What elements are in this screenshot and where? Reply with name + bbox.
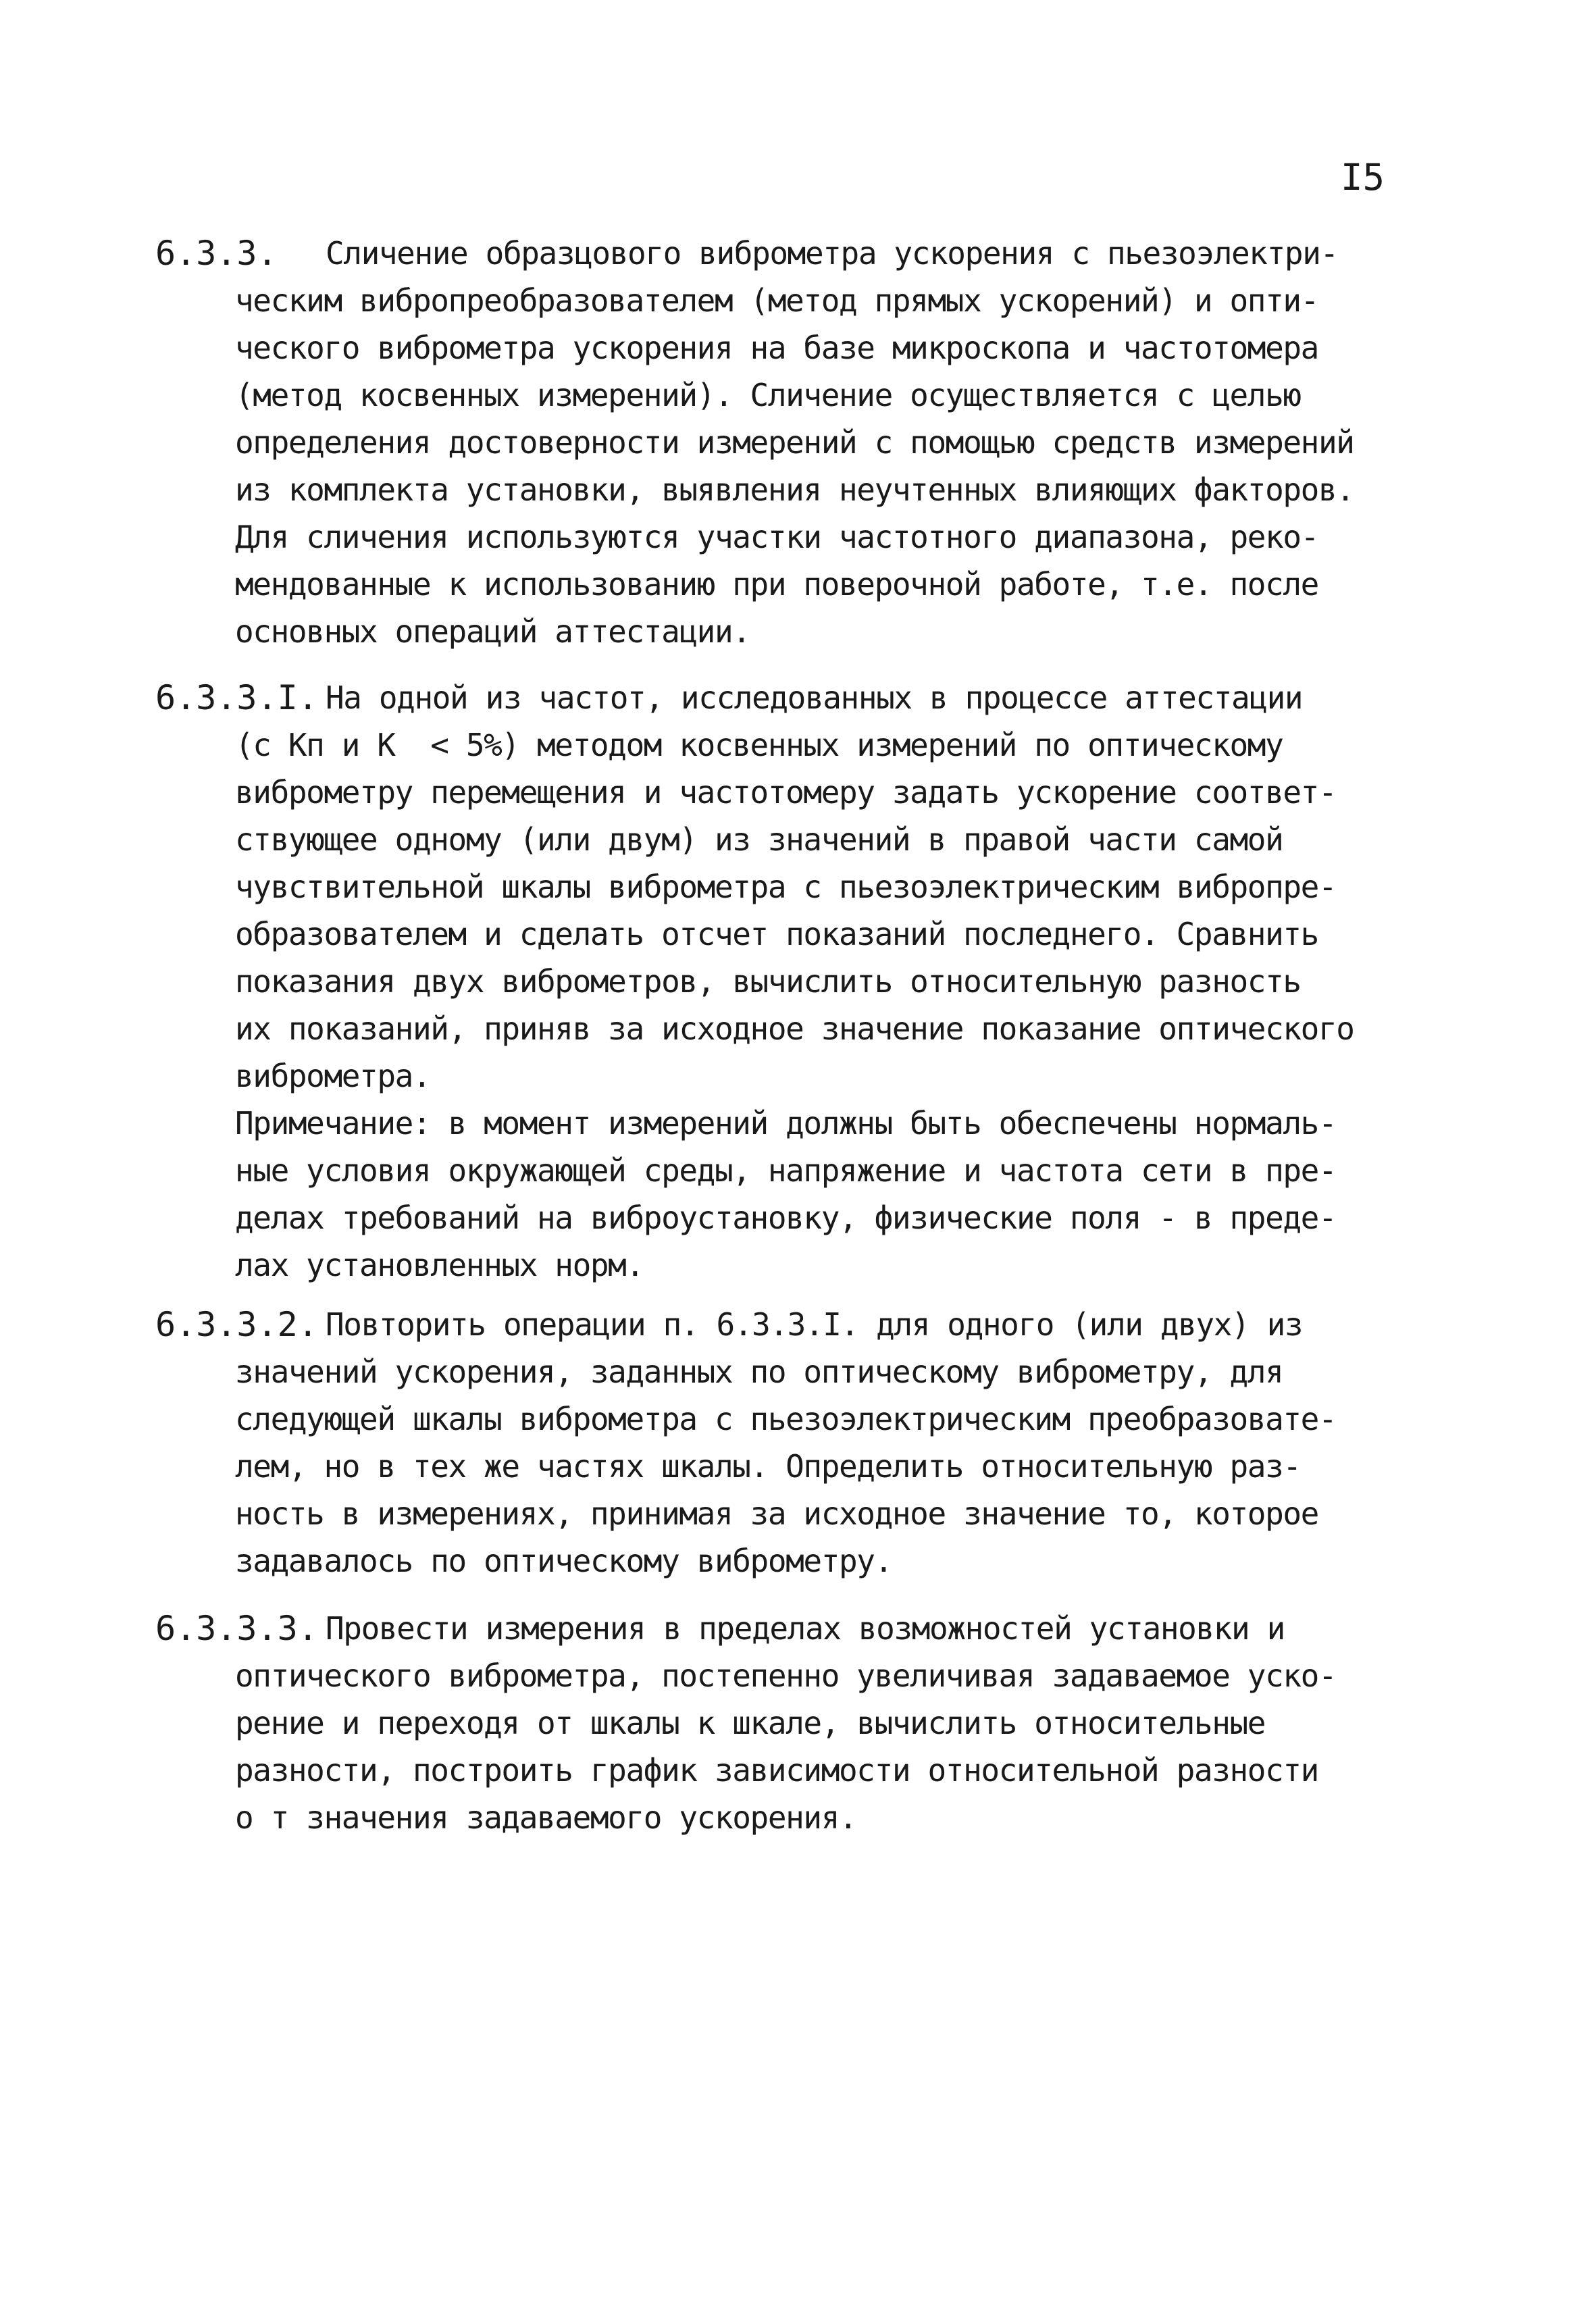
section-6-3-3-2 bbox=[155, 1301, 1466, 1585]
section-number: 6.3.3.2. bbox=[155, 1305, 318, 1344]
text-line: Провести измерения в пределах возможностей установки и bbox=[326, 1610, 1285, 1647]
text-line: лем, но в тех же частях шкалы. Определить относительную раз- bbox=[235, 1448, 1301, 1485]
text-line: значений ускорения, заданных по оптическому виброметру, для bbox=[235, 1354, 1283, 1390]
text-line: (с Кп и К < 5%) методом косвенных измерений по оптическому bbox=[235, 727, 1283, 763]
text-line: рение и переходя от шкалы к шкале, вычислить относительные bbox=[235, 1705, 1266, 1741]
note bbox=[155, 1100, 1466, 1289]
text-line: из комплекта установки, выявления неучтенных влияющих факторов. bbox=[235, 471, 1354, 508]
section-number: 6.3.3. bbox=[155, 234, 278, 273]
note-line: делах требований на виброустановку, физические поля - в преде- bbox=[235, 1200, 1337, 1236]
text-line: виброметра. bbox=[235, 1058, 431, 1094]
text-line: (метод косвенных измерений). Сличение осуществляется с целью bbox=[235, 377, 1301, 413]
note-line: ные условия окружающей среды, напряжение и частота сети в пре- bbox=[235, 1152, 1337, 1189]
text-line: их показаний, приняв за исходное значение показание оптического bbox=[235, 1010, 1354, 1047]
section-number: 6.3.3.3. bbox=[155, 1609, 318, 1648]
text-line: о т значения задаваемого ускорения. bbox=[235, 1799, 857, 1836]
text-line: оптического виброметра, постепенно увеличивая задаваемое уско- bbox=[235, 1657, 1337, 1694]
text-line: виброметру перемещения и частотомеру задать ускорение соответ- bbox=[235, 774, 1337, 811]
text-line: следующей шкалы виброметра с пьезоэлектрическим преобразовате- bbox=[235, 1401, 1337, 1437]
text-line: Сличение образцового виброметра ускорения с пьезоэлектри- bbox=[326, 235, 1338, 272]
text-line: основных операций аттестации. bbox=[235, 613, 750, 650]
text-line: мендованные к использованию при поверочной работе, т.е. после bbox=[235, 566, 1318, 602]
note-line: Примечание: в момент измерений должны быть обеспечены нормаль- bbox=[235, 1105, 1337, 1141]
text-line: образователем и сделать отсчет показаний последнего. Сравнить bbox=[235, 916, 1318, 952]
section-number: 6.3.3.I. bbox=[155, 678, 318, 717]
text-line: задавалось по оптическому виброметру. bbox=[235, 1543, 892, 1579]
text-line: разности, построить график зависимости относительной разности bbox=[235, 1752, 1318, 1789]
text-line: Повторить операции п. 6.3.3.I. для одного (или двух) из bbox=[326, 1306, 1303, 1343]
page-number: I5 bbox=[1341, 156, 1385, 199]
note-line: лах установленных норм. bbox=[235, 1247, 644, 1283]
text-line: чувствительной шкалы виброметра с пьезоэлектрическим вибропре- bbox=[235, 869, 1337, 905]
text-line: ческого виброметра ускорения на базе микроскопа и частотомера bbox=[235, 330, 1318, 366]
text-line: Для сличения используются участки частотного диапазона, реко- bbox=[235, 519, 1318, 555]
text-line: показания двух виброметров, вычислить относительную разность bbox=[235, 963, 1301, 1000]
text-line: ность в измерениях, принимая за исходное значение то, которое bbox=[235, 1495, 1318, 1532]
text-line: На одной из частот, исследованных в процессе аттестации bbox=[326, 679, 1303, 716]
text-line: определения достоверности измерений с помощью средств измерений bbox=[235, 424, 1354, 461]
text-line: ческим вибропреобразователем (метод прямых ускорений) и опти- bbox=[235, 282, 1318, 319]
text-line: ствующее одному (или двум) из значений в правой части самой bbox=[235, 821, 1283, 858]
section-6-3-3-3 bbox=[155, 1605, 1466, 1841]
section-6-3-3-1 bbox=[155, 674, 1466, 1289]
section-6-3-3 bbox=[155, 230, 1466, 655]
